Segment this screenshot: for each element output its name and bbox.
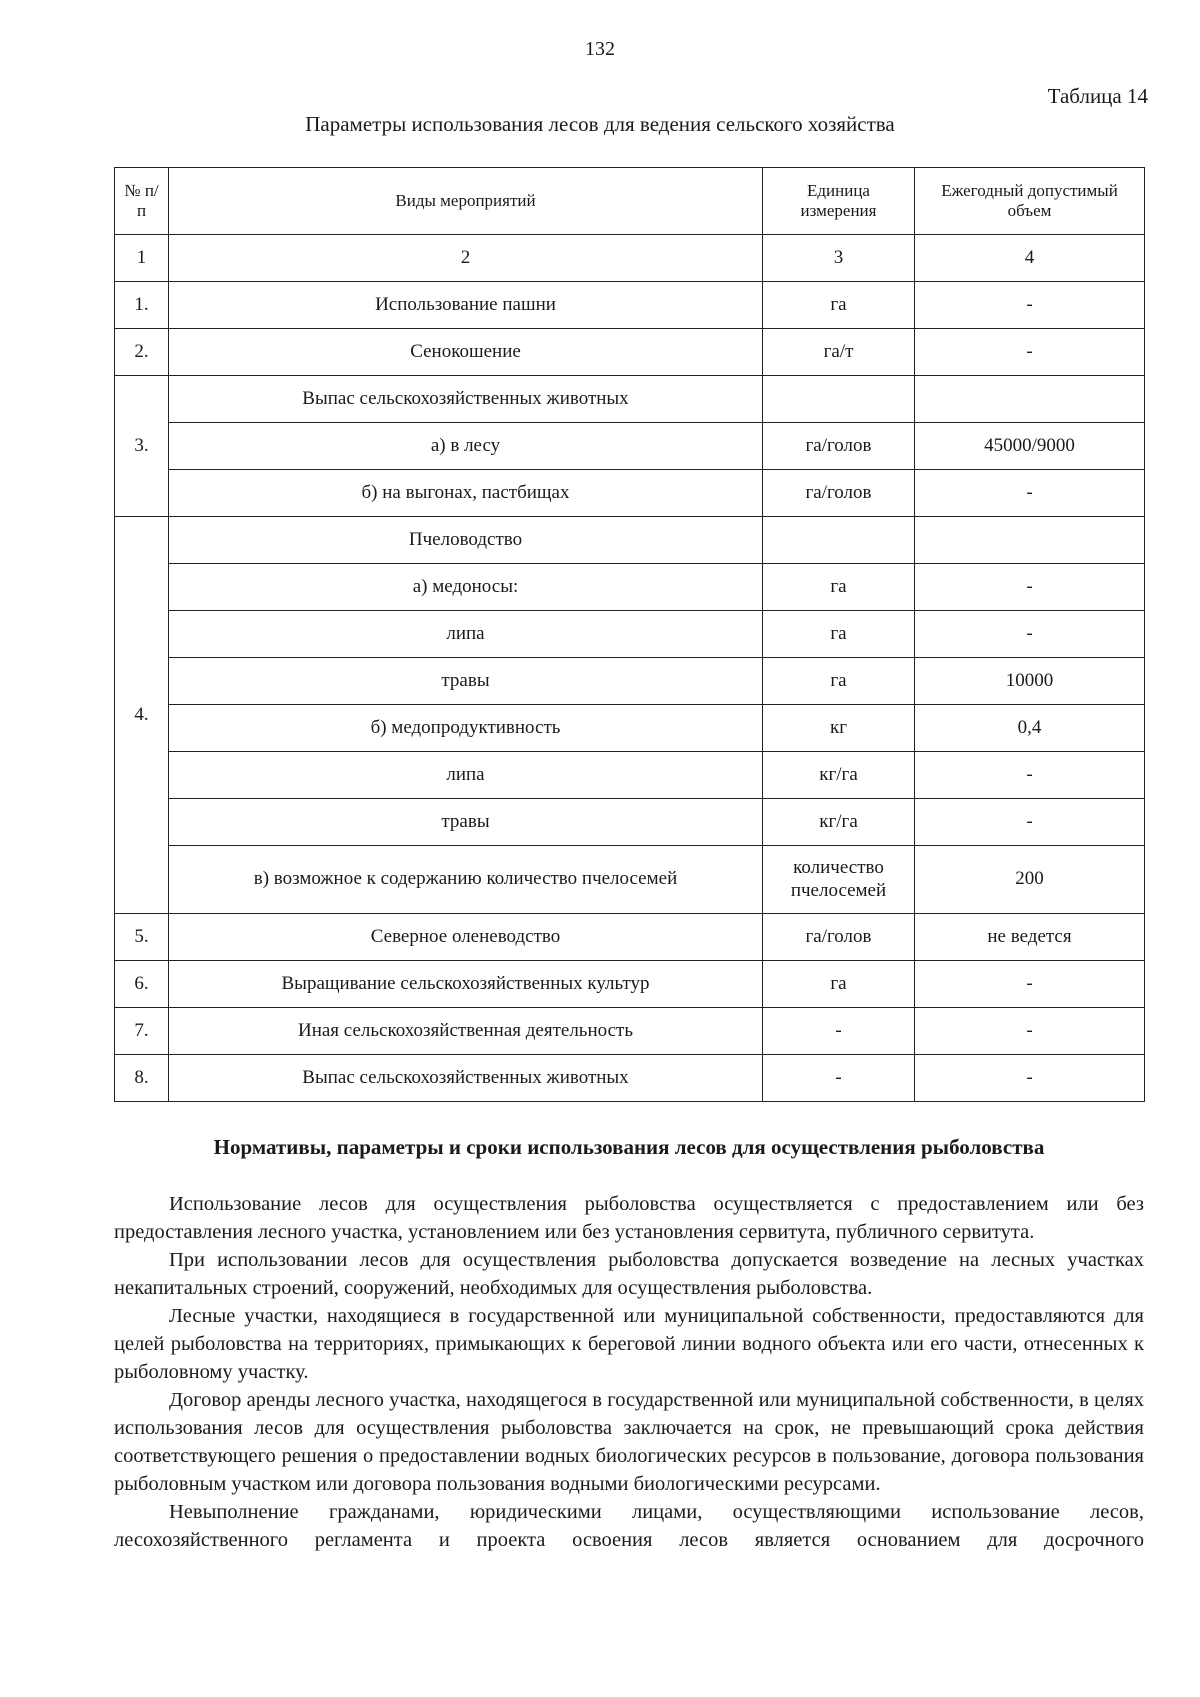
body-paragraph: Невыполнение гражданами, юридическими лицами, осуществляющими использование лесов, лесохозяйственного регламента и проекта освоения лесов является основанием для досрочного	[114, 1501, 1144, 1551]
activity-cell: травы	[169, 658, 763, 705]
volume-cell: -	[915, 611, 1145, 658]
row-number-cell: 2.	[115, 329, 169, 376]
volume-cell: 10000	[915, 658, 1145, 705]
unit-cell: -	[763, 1055, 915, 1102]
table-row	[115, 329, 1145, 376]
unit-cell: кг/га	[763, 799, 915, 846]
column-number-cell: 1	[115, 235, 169, 282]
activity-cell: липа	[169, 752, 763, 799]
row-number-cell: 7.	[115, 1008, 169, 1055]
unit-cell: га/голов	[763, 470, 915, 517]
row-number-cell: 6.	[115, 961, 169, 1008]
column-number-cell: 3	[763, 235, 915, 282]
body-paragraph: Лесные участки, находящиеся в государственной или муниципальной собственности, предоставляются для целей рыболовства на территориях, примыкающих к береговой линии водного объекта или его части, отнесенных к рыболовному участку.	[114, 1305, 1144, 1383]
unit-cell: га	[763, 282, 915, 329]
volume-cell: -	[915, 1055, 1145, 1102]
activity-cell: травы	[169, 799, 763, 846]
activity-cell: в) возможное к содержанию количество пчелосемей	[169, 846, 763, 914]
volume-cell: -	[915, 752, 1145, 799]
table-header-row	[115, 168, 1145, 235]
header-cell-volume: Ежегодный допустимый объем	[915, 168, 1145, 235]
activity-cell: а) в лесу	[169, 423, 763, 470]
unit-cell: га/голов	[763, 914, 915, 961]
unit-cell: га	[763, 658, 915, 705]
unit-cell	[763, 376, 915, 423]
table-title: Параметры использования лесов для ведения сельского хозяйства	[305, 112, 895, 136]
unit-cell: га	[763, 611, 915, 658]
row-number-cell: 3.	[115, 376, 169, 517]
body-paragraph: При использовании лесов для осуществления рыболовства допускается возведение на лесных участках некапитальных строений, сооружений, необходимых для осуществления рыболовства.	[114, 1249, 1144, 1299]
unit-cell: кг	[763, 705, 915, 752]
body-paragraph: Использование лесов для осуществления рыболовства осуществляется с предоставлением или без предоставления лесного участка, установлением или без установления сервитута, публичного сервитута.	[114, 1193, 1144, 1243]
table-row	[115, 282, 1145, 329]
parameters-table	[114, 167, 1145, 1102]
volume-cell: 200	[915, 846, 1145, 914]
table-row	[115, 752, 1145, 799]
activity-cell: Иная сельскохозяйственная деятельность	[169, 1008, 763, 1055]
activity-cell: Пчеловодство	[169, 517, 763, 564]
activity-cell: Северное оленеводство	[169, 914, 763, 961]
activity-cell: б) на выгонах, пастбищах	[169, 470, 763, 517]
unit-cell	[763, 517, 915, 564]
unit-cell: -	[763, 1008, 915, 1055]
volume-cell: -	[915, 470, 1145, 517]
table-row	[115, 423, 1145, 470]
table-row	[115, 705, 1145, 752]
table-row	[115, 611, 1145, 658]
column-number-cell: 4	[915, 235, 1145, 282]
row-number-cell: 4.	[115, 517, 169, 914]
activity-cell: Сенокошение	[169, 329, 763, 376]
section-heading: Нормативы, параметры и сроки использования лесов для осуществления рыболовства	[213, 1135, 1045, 1159]
volume-cell: 0,4	[915, 705, 1145, 752]
volume-cell	[915, 517, 1145, 564]
volume-cell: не ведется	[915, 914, 1145, 961]
unit-cell: количество пчелосемей	[763, 846, 915, 914]
row-number-cell: 1.	[115, 282, 169, 329]
row-number-cell: 8.	[115, 1055, 169, 1102]
body-text	[114, 1190, 1144, 1554]
table-row	[115, 1008, 1145, 1055]
unit-cell: кг/га	[763, 752, 915, 799]
column-number-row	[115, 235, 1145, 282]
table-row	[115, 846, 1145, 914]
table-row	[115, 1055, 1145, 1102]
volume-cell: -	[915, 329, 1145, 376]
header-cell-unit: Единица измерения	[763, 168, 915, 235]
header-cell-activity: Виды мероприятий	[169, 168, 763, 235]
table-row	[115, 914, 1145, 961]
activity-cell: б) медопродуктивность	[169, 705, 763, 752]
activity-cell: а) медоносы:	[169, 564, 763, 611]
row-number-cell: 5.	[115, 914, 169, 961]
activity-cell: Выпас сельскохозяйственных животных	[169, 1055, 763, 1102]
body-paragraph: Договор аренды лесного участка, находящегося в государственной или муниципальной собственности, в целях использования лесов для осуществления рыболовства заключается на срок, не превышающий срока действия соответствующего решения о предоставлении водных биологических ресурсов в пользование, договора пользования рыболовным участком или договора пользования водными биологическими ресурсами.	[114, 1389, 1144, 1495]
volume-cell: -	[915, 564, 1145, 611]
column-number-cell: 2	[169, 235, 763, 282]
table-row	[115, 470, 1145, 517]
volume-cell: -	[915, 1008, 1145, 1055]
unit-cell: га/т	[763, 329, 915, 376]
unit-cell: га	[763, 564, 915, 611]
table-row	[115, 564, 1145, 611]
unit-cell: га	[763, 961, 915, 1008]
table-row	[115, 658, 1145, 705]
volume-cell: -	[915, 799, 1145, 846]
activity-cell: Выращивание сельскохозяйственных культур	[169, 961, 763, 1008]
volume-cell: 45000/9000	[915, 423, 1145, 470]
table-label: Таблица 14	[1047, 84, 1148, 108]
activity-cell: липа	[169, 611, 763, 658]
volume-cell: -	[915, 961, 1145, 1008]
volume-cell: -	[915, 282, 1145, 329]
activity-cell: Выпас сельскохозяйственных животных	[169, 376, 763, 423]
table-row	[115, 799, 1145, 846]
table-body	[115, 168, 1145, 1102]
page-number: 132	[585, 38, 615, 60]
table-row	[115, 517, 1145, 564]
volume-cell	[915, 376, 1145, 423]
unit-cell: га/голов	[763, 423, 915, 470]
table-row	[115, 961, 1145, 1008]
activity-cell: Использование пашни	[169, 282, 763, 329]
table-row	[115, 376, 1145, 423]
header-cell-number: № п/п	[115, 168, 169, 235]
